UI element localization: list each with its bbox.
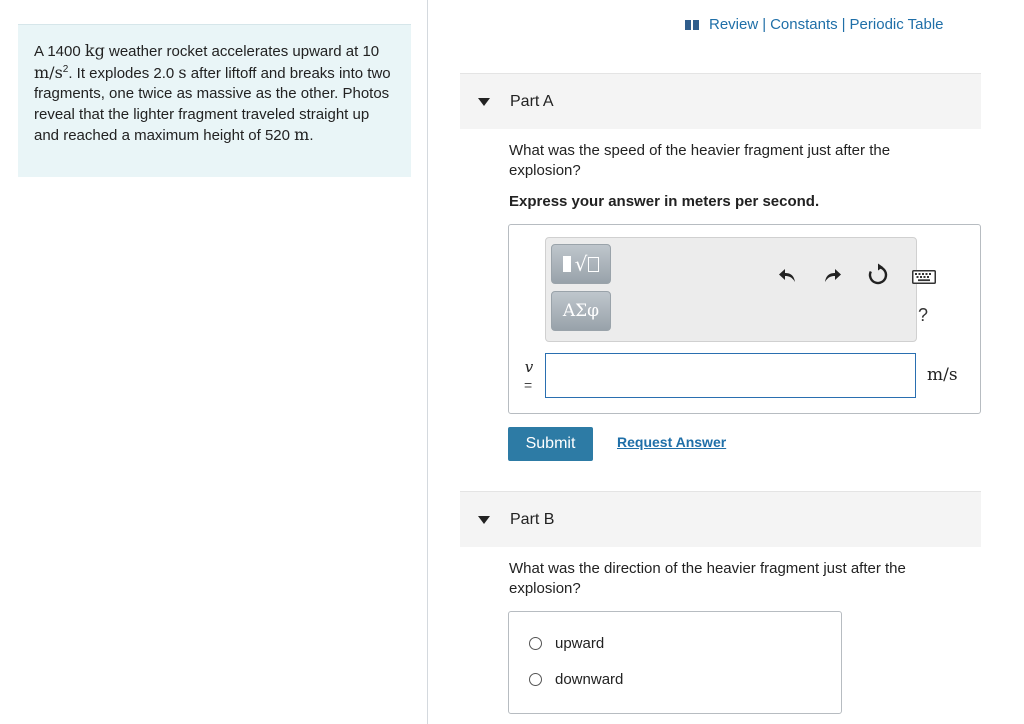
collapse-triangle-icon[interactable] <box>478 516 490 524</box>
answer-input[interactable] <box>545 353 916 398</box>
mass-unit: kg <box>84 41 105 60</box>
radio-button[interactable] <box>529 673 542 686</box>
part-b-question: What was the direction of the heavier fragment just after the explosion? <box>509 560 906 597</box>
math-toolbar <box>545 237 929 342</box>
choice-label: downward <box>555 671 624 688</box>
submit-button[interactable]: Submit <box>508 427 593 461</box>
answer-box <box>508 224 981 414</box>
part-b-label: Part B <box>510 510 555 528</box>
accel-exponent: 2 <box>62 63 69 75</box>
template-square-icon <box>563 256 571 272</box>
problem-text-2: weather rocket accelerates upward at 10 <box>104 43 380 60</box>
accel-unit: m/s <box>34 62 63 82</box>
unit-label: m/s <box>927 365 958 385</box>
template-box-icon <box>588 257 599 272</box>
part-a-question: What was the speed of the heavier fragment just after the explosion? <box>509 142 891 179</box>
resource-links <box>685 16 944 33</box>
variable-label: v <box>524 358 534 376</box>
redo-icon[interactable] <box>819 262 845 288</box>
request-answer-link[interactable]: Request Answer <box>617 434 727 450</box>
constants-link[interactable]: Constants <box>770 16 838 33</box>
height-unit: m <box>294 125 310 144</box>
sqrt-icon: √ <box>574 252 588 276</box>
part-a-label: Part A <box>510 92 554 110</box>
keyboard-icon[interactable] <box>911 264 937 290</box>
undo-icon[interactable] <box>775 262 801 288</box>
part-a-header[interactable] <box>460 73 981 129</box>
separator: | <box>762 16 767 33</box>
periodic-table-link[interactable]: Periodic Table <box>849 16 944 33</box>
problem-text-1: A 1400 <box>34 43 85 60</box>
book-icon <box>685 20 699 30</box>
templates-button[interactable] <box>551 244 611 284</box>
column-divider <box>427 0 428 724</box>
part-a-instruction: Express your answer in meters per second. <box>509 193 820 210</box>
choices-box <box>508 611 842 714</box>
problem-text-5: . <box>309 127 314 144</box>
radio-button[interactable] <box>529 637 542 650</box>
problem-text-3: . It explodes 2.0 <box>68 64 179 82</box>
review-link[interactable]: Review <box>709 16 759 33</box>
time-unit: s <box>178 62 187 82</box>
separator: | <box>841 16 846 33</box>
part-b-header[interactable] <box>460 491 981 547</box>
equals-sign: = <box>524 377 533 393</box>
choice-upward[interactable] <box>529 635 604 652</box>
help-icon[interactable]: ? <box>918 304 929 325</box>
problem-text-4: after liftoff and breaks into two fragments, one twice as massive as the other. Photos reveal that the lighter fragment traveled straight up and reached a maximum height of 520 <box>34 64 391 144</box>
choice-label: upward <box>555 635 605 652</box>
choice-downward[interactable] <box>529 671 623 688</box>
reset-icon[interactable] <box>865 262 891 288</box>
collapse-triangle-icon[interactable] <box>478 98 490 106</box>
problem-statement <box>18 24 411 177</box>
symbols-button[interactable]: ΑΣφ <box>551 291 611 331</box>
